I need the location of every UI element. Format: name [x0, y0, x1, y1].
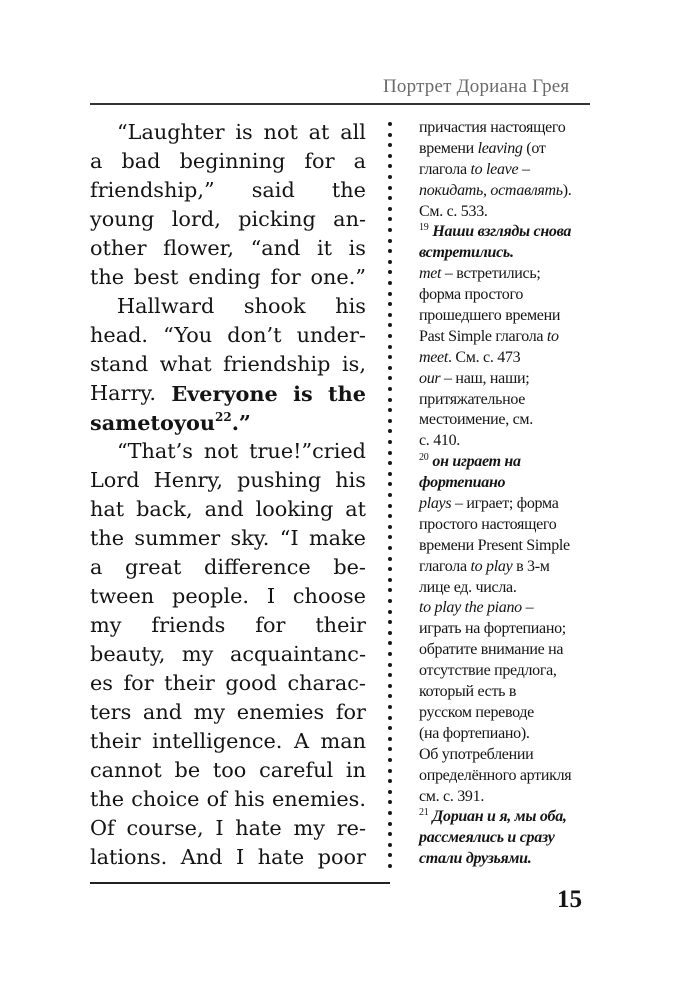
- note-line: Об употреблении: [419, 745, 534, 763]
- word: I: [236, 845, 245, 869]
- divider-dot: [388, 334, 392, 338]
- word: the: [90, 526, 125, 550]
- divider-dot: [388, 217, 392, 221]
- word: hate: [235, 816, 282, 840]
- divider-dot: [388, 864, 392, 868]
- word: I: [215, 816, 224, 840]
- word: a: [353, 149, 366, 173]
- word: back,: [136, 497, 193, 521]
- note-line: глагола to leave –: [419, 160, 530, 178]
- divider-dot: [388, 684, 392, 688]
- note-line: обратите внимание на: [419, 641, 564, 659]
- note-line: см. с. 391.: [419, 787, 485, 805]
- word: my: [181, 642, 214, 666]
- word: “That’s: [117, 439, 193, 463]
- divider-dot: [388, 164, 392, 168]
- word: good: [225, 671, 277, 695]
- note-line: определённого артикля: [419, 766, 572, 784]
- word: Hallward: [117, 294, 215, 318]
- divider-dot: [388, 822, 392, 826]
- divider-dot: [388, 408, 392, 412]
- word: be-: [333, 555, 366, 579]
- bold-word: the: [328, 381, 366, 406]
- divider-dot: [388, 482, 392, 486]
- divider-dot: [388, 663, 392, 667]
- note-heading-20-cont: фортепиано: [419, 474, 506, 492]
- text-line: [90, 756, 366, 785]
- word: too: [212, 758, 247, 782]
- word: course,: [126, 816, 204, 840]
- divider-dot: [388, 207, 392, 211]
- note-line: с. 410.: [419, 432, 461, 450]
- text-line: [90, 234, 366, 263]
- note-line: plays – играет; форма: [419, 495, 559, 513]
- divider-dot: [388, 546, 392, 550]
- divider-dot: [388, 398, 392, 402]
- text-line: [90, 292, 366, 321]
- main-text-column: [90, 118, 366, 872]
- word: young: [90, 207, 155, 231]
- word: their: [315, 613, 366, 637]
- note-heading-21-cont: рассмеялись и сразу: [419, 829, 555, 847]
- word: intelligence.: [152, 729, 283, 753]
- word: friendship: [223, 352, 331, 376]
- text-line: [90, 176, 366, 205]
- word: “You: [163, 323, 213, 347]
- divider-dot: [388, 588, 392, 592]
- text-line: [90, 408, 366, 437]
- word: hate: [257, 845, 305, 869]
- text-line: [90, 582, 366, 611]
- word: my: [90, 613, 122, 637]
- divider-dot: [388, 186, 392, 190]
- word: difference: [204, 555, 311, 579]
- word: man: [320, 729, 366, 753]
- note-line: отсутствие предлога,: [419, 662, 557, 680]
- text-line: [90, 727, 366, 756]
- text-line: [90, 669, 366, 698]
- word: not: [263, 120, 298, 144]
- word: for: [304, 149, 335, 173]
- text-line: [90, 205, 366, 234]
- word: at: [308, 120, 330, 144]
- word: and: [204, 497, 244, 521]
- note-line: прошедшего времени: [419, 307, 561, 325]
- text-line: [90, 495, 366, 524]
- divider-dot: [388, 270, 392, 274]
- divider-dot: [388, 228, 392, 232]
- note-line: лице ед. числа.: [419, 578, 517, 596]
- word: best: [133, 265, 179, 289]
- divider-dot: [388, 313, 392, 317]
- word: poor: [317, 845, 366, 869]
- text-line: [90, 379, 366, 408]
- note-line: (на фортепиано).: [419, 724, 530, 742]
- word: picking: [238, 207, 316, 231]
- note-line: простого настоящего: [419, 515, 557, 533]
- text-line: [90, 785, 366, 814]
- text-line: [90, 640, 366, 669]
- word: lations.: [90, 845, 168, 869]
- divider-dot: [388, 737, 392, 741]
- divider-dot: [388, 175, 392, 179]
- word: all: [340, 120, 366, 144]
- word: an-: [333, 207, 366, 231]
- word: beauty,: [90, 642, 166, 666]
- word: choose: [292, 584, 366, 608]
- word: “and: [250, 236, 301, 260]
- text-line: [90, 147, 366, 176]
- word: flower,: [163, 236, 234, 260]
- word: his: [234, 787, 265, 811]
- word: for: [255, 613, 286, 637]
- divider-dot: [388, 260, 392, 264]
- divider-dot: [388, 620, 392, 624]
- word: be: [174, 758, 201, 782]
- word: enemies.: [271, 787, 366, 811]
- divider-dot: [388, 832, 392, 836]
- word: Lord: [90, 468, 140, 492]
- divider-dot: [388, 387, 392, 391]
- note-line: См. с. 533.: [419, 202, 488, 220]
- word: his: [335, 294, 366, 318]
- word: And: [180, 845, 223, 869]
- divider-dot: [388, 281, 392, 285]
- divider-dot: [388, 694, 392, 698]
- word: summer: [134, 526, 221, 550]
- note-line: форма простого: [419, 286, 524, 304]
- divider-dot: [388, 525, 392, 529]
- note-line: местоимение, см.: [419, 411, 533, 429]
- divider-dot: [388, 323, 392, 327]
- note-line: глагола to play в 3-м: [419, 557, 550, 575]
- word: pushing: [237, 468, 322, 492]
- word: for: [270, 265, 301, 289]
- divider-dot: [388, 429, 392, 433]
- note-line: времени leaving (от: [419, 139, 546, 157]
- text-line: [90, 263, 366, 292]
- divider-dot: [388, 451, 392, 455]
- word: Henry,: [153, 468, 224, 492]
- note-heading-20: $^{20}$ он играет на: [419, 452, 521, 471]
- divider-dot: [388, 631, 392, 635]
- note-line: покидать, оставлять).: [419, 181, 572, 199]
- divider-dot: [388, 239, 392, 243]
- text-line: [90, 350, 366, 379]
- word: stand: [90, 352, 149, 376]
- word: head.: [90, 323, 149, 347]
- word: friends: [151, 613, 226, 637]
- note-line: который есть в: [419, 683, 517, 701]
- word: “Laughter: [117, 120, 225, 144]
- divider-dot: [388, 811, 392, 815]
- running-header: Портрет Дориана Грея: [383, 76, 570, 97]
- divider-dot: [388, 461, 392, 465]
- word: the: [90, 265, 125, 289]
- word: lord,: [171, 207, 221, 231]
- word: other: [90, 236, 147, 260]
- word: es: [90, 671, 113, 695]
- word: in: [345, 758, 366, 782]
- divider-dot: [388, 557, 392, 561]
- word: what: [159, 352, 212, 376]
- divider-dot: [388, 610, 392, 614]
- dotted-divider: [385, 122, 395, 872]
- divider-dot: [388, 800, 392, 804]
- word: cannot: [90, 758, 162, 782]
- word: my: [193, 700, 226, 724]
- note-heading-19-cont: встретились.: [419, 244, 514, 262]
- word: of: [206, 787, 227, 811]
- page-number: 15: [557, 886, 582, 913]
- word: sky.: [230, 526, 270, 550]
- divider-dot: [388, 843, 392, 847]
- word: bad: [121, 149, 161, 173]
- word: A: [293, 729, 309, 753]
- word: the: [331, 178, 366, 202]
- note-line: русском переводе: [419, 703, 534, 721]
- divider-dot: [388, 355, 392, 359]
- divider-dot: [388, 578, 392, 582]
- note-line: Past Simple глагола to: [419, 327, 559, 345]
- divider-dot: [388, 567, 392, 571]
- word: his: [335, 468, 366, 492]
- divider-dot: [388, 440, 392, 444]
- word: and: [142, 700, 183, 724]
- note-line: met – встретились;: [419, 265, 541, 283]
- note-line: meet. См. с. 473: [419, 348, 521, 366]
- divider-dot: [388, 790, 392, 794]
- word: I: [266, 584, 276, 608]
- word: it: [316, 236, 332, 260]
- word: for: [123, 671, 154, 695]
- word: acquaintanc-: [229, 642, 366, 666]
- word: friendship,”: [90, 178, 215, 202]
- note-line: причастия настоящего: [419, 119, 566, 136]
- word: make: [308, 526, 366, 550]
- divider-dot: [388, 652, 392, 656]
- footer-rule: [90, 882, 390, 884]
- divider-dot: [388, 769, 392, 773]
- word: one.”: [310, 265, 366, 289]
- word: Of: [90, 816, 115, 840]
- header-rule: [90, 103, 590, 105]
- bold-word: same: [90, 410, 151, 435]
- word: careful: [259, 758, 334, 782]
- divider-dot: [388, 154, 392, 158]
- divider-dot: [388, 196, 392, 200]
- divider-dot: [388, 133, 392, 137]
- note-heading-21-cont: стали друзьями.: [419, 850, 532, 868]
- text-line: [90, 321, 366, 350]
- glossary-notes-column: [419, 118, 599, 870]
- divider-dot: [388, 143, 392, 147]
- divider-dot: [388, 641, 392, 645]
- note-line: our – наш, наши;: [419, 369, 530, 387]
- bold-word: Everyone: [171, 381, 278, 406]
- divider-dot: [388, 366, 392, 370]
- word: their: [90, 729, 141, 753]
- word: ending: [188, 265, 261, 289]
- word: my: [293, 816, 325, 840]
- word: tween: [90, 584, 155, 608]
- word: choice: [131, 787, 200, 811]
- note-line: времени Present Simple: [419, 536, 570, 554]
- word: don’t: [227, 323, 282, 347]
- word: shook: [243, 294, 306, 318]
- word: a: [90, 555, 103, 579]
- bold-word: is: [293, 381, 313, 406]
- note-heading-19: $^{19}$ Наши взгляды снова: [419, 222, 572, 241]
- word: not: [203, 439, 239, 463]
- word: their: [164, 671, 215, 695]
- divider-dot: [388, 472, 392, 476]
- divider-dot: [388, 747, 392, 751]
- note-line: играть на фортепиано;: [419, 620, 566, 638]
- note-line: притяжательное: [419, 390, 526, 408]
- bold-word: you$^{22}$.”: [173, 410, 251, 435]
- divider-dot: [388, 514, 392, 518]
- divider-dot: [388, 758, 392, 762]
- divider-dot: [388, 419, 392, 423]
- divider-dot: [388, 376, 392, 380]
- word: people.: [172, 584, 250, 608]
- divider-dot: [388, 599, 392, 603]
- word: is: [348, 236, 366, 260]
- word: is,: [342, 352, 366, 376]
- word: under-: [296, 323, 366, 347]
- divider-dot: [388, 302, 392, 306]
- text-line: [90, 698, 366, 727]
- divider-dot: [388, 779, 392, 783]
- divider-dot: [388, 726, 392, 730]
- text-line: [90, 466, 366, 495]
- note-line: to play the piano –: [419, 599, 534, 617]
- text-segment: Harry.: [90, 381, 157, 405]
- text-line: [90, 524, 366, 553]
- divider-dot: [388, 249, 392, 253]
- text-line: [90, 118, 366, 147]
- word: the: [90, 787, 125, 811]
- word: hat: [90, 497, 125, 521]
- divider-dot: [388, 122, 392, 126]
- word: beginning: [179, 149, 286, 173]
- divider-dot: [388, 504, 392, 508]
- word: looking: [255, 497, 334, 521]
- divider-dot: [388, 705, 392, 709]
- word: enemies: [236, 700, 325, 724]
- text-line: [90, 553, 366, 582]
- text-line: [90, 611, 366, 640]
- divider-dot: [388, 292, 392, 296]
- word: re-: [336, 816, 366, 840]
- word: said: [251, 178, 295, 202]
- divider-dot: [388, 853, 392, 857]
- divider-dot: [388, 345, 392, 349]
- word: ters: [90, 700, 132, 724]
- word: “I: [279, 526, 299, 550]
- word: great: [125, 555, 182, 579]
- divider-dot: [388, 493, 392, 497]
- word: for: [335, 700, 366, 724]
- word: charac-: [287, 671, 366, 695]
- bold-word: to: [150, 410, 174, 435]
- note-heading-21: $^{21}$ Дориан и я, мы оба,: [419, 807, 567, 826]
- text-line: [90, 437, 366, 466]
- word: true!”cried: [249, 439, 366, 463]
- text-line: [90, 843, 366, 872]
- text-line: [90, 814, 366, 843]
- word: is: [235, 120, 253, 144]
- divider-dot: [388, 535, 392, 539]
- divider-dot: [388, 716, 392, 720]
- word: at: [345, 497, 366, 521]
- divider-dot: [388, 673, 392, 677]
- footnote-ref: 22: [214, 410, 232, 424]
- word: a: [90, 149, 103, 173]
